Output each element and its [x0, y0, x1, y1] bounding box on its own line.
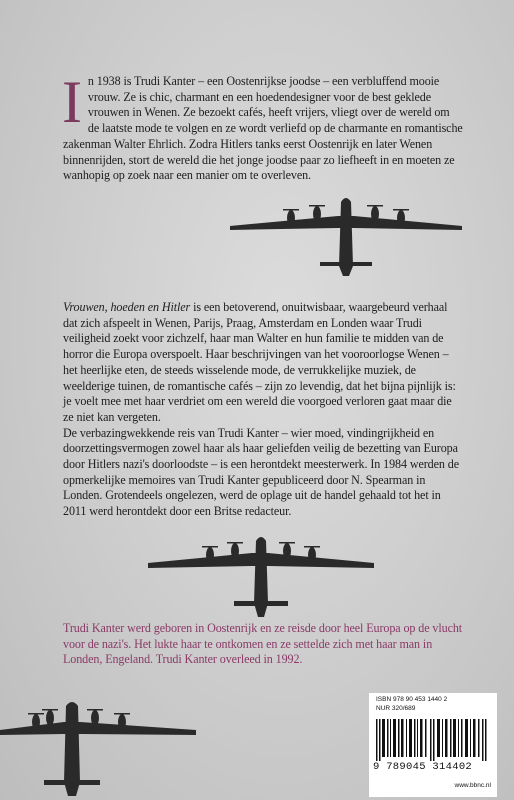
barcode-number: 9 789045 314402	[373, 761, 473, 773]
intro-text: n 1938 is Trudi Kanter – een Oostenrijkse joodse – een verbluffend mooie vrouw. Ze is chic, charmant en een hoedendesigner voor de best geklede vrouwen in Wenen. Ze bezoekt cafés, heeft vrijers, vliegt over de wereld om de laatste mode te volgen en ze wordt verliefd op de charmante en romantische zakenman Walter Ehrlich. Zodra Hitlers tanks eerst Oostenrijk en later Wenen binnenrijden, stort de wereld die het jonge joodse paar zo liefheeft in en moeten ze wanhopig op zoek naar een manier om te overleven.	[63, 74, 463, 183]
main-paragraph-1	[63, 300, 463, 426]
nur-label: NUR 320/689	[376, 705, 416, 712]
barcode-panel	[369, 693, 497, 797]
author-bio: Trudi Kanter werd geboren in Oostenrijk en ze reisde door heel Europa op de vlucht voor de nazi's. Het lukte haar te ontkomen en ze settelde zich met haar man in Londen, Engeland. Trudi Kanter overleed in 1992.	[63, 621, 463, 667]
book-title: Vrouwen, hoeden en Hitler	[63, 300, 191, 314]
publisher-url: www.bbnc.nl	[454, 782, 491, 789]
main-text	[63, 300, 463, 520]
bomber-plane-icon	[228, 196, 464, 282]
isbn-label: ISBN 978 90 453 1440 2	[376, 696, 448, 703]
bomber-plane-icon	[146, 535, 376, 621]
intro-paragraph	[62, 69, 463, 184]
barcode-icon	[376, 719, 490, 761]
main-paragraph-2: De verbazingwekkende reis van Trudi Kanter – wier moed, vindingrijkheid en doorzettingsvermogen zowel haar als haar geliefden veilig de bezetting van Europa door Hitlers nazi's doorloodste – is een herontdekt meesterwerk. In 1984 werden de opmerkelijke memoires van Trudi Kanter gepubliceerd door N. Spearman in Londen. Grotendeels ongelezen, werd de oplage uit de handel gehaald tot het in 2011 werd herontdekt door een Britse redacteur.	[63, 425, 459, 519]
bomber-plane-icon	[0, 700, 200, 800]
drop-cap: I	[62, 69, 82, 135]
main-paragraph-1-text: is een betoverend, onuitwisbaar, waargebeurd verhaal dat zich afspeelt in Wenen, Parijs, Praag, Amsterdam en Londen waar Trudi veiligheid zoekt voor zichzelf, haar man Walter en hun familie te midden van de horror die Europa overspoelt. Haar beschrijvingen van het vooroorlogse Wenen – het heerlijke eten, de steeds wisselende mode, de verrukkelijke muziek, de weelderige tuinen, de romantische cafés – zijn zo levendig, dat het bijna pijnlijk is: je voelt mee met haar verdriet om een wereld die voorgoed verloren gaat maar die ze niet kan vergeten.	[63, 300, 456, 424]
